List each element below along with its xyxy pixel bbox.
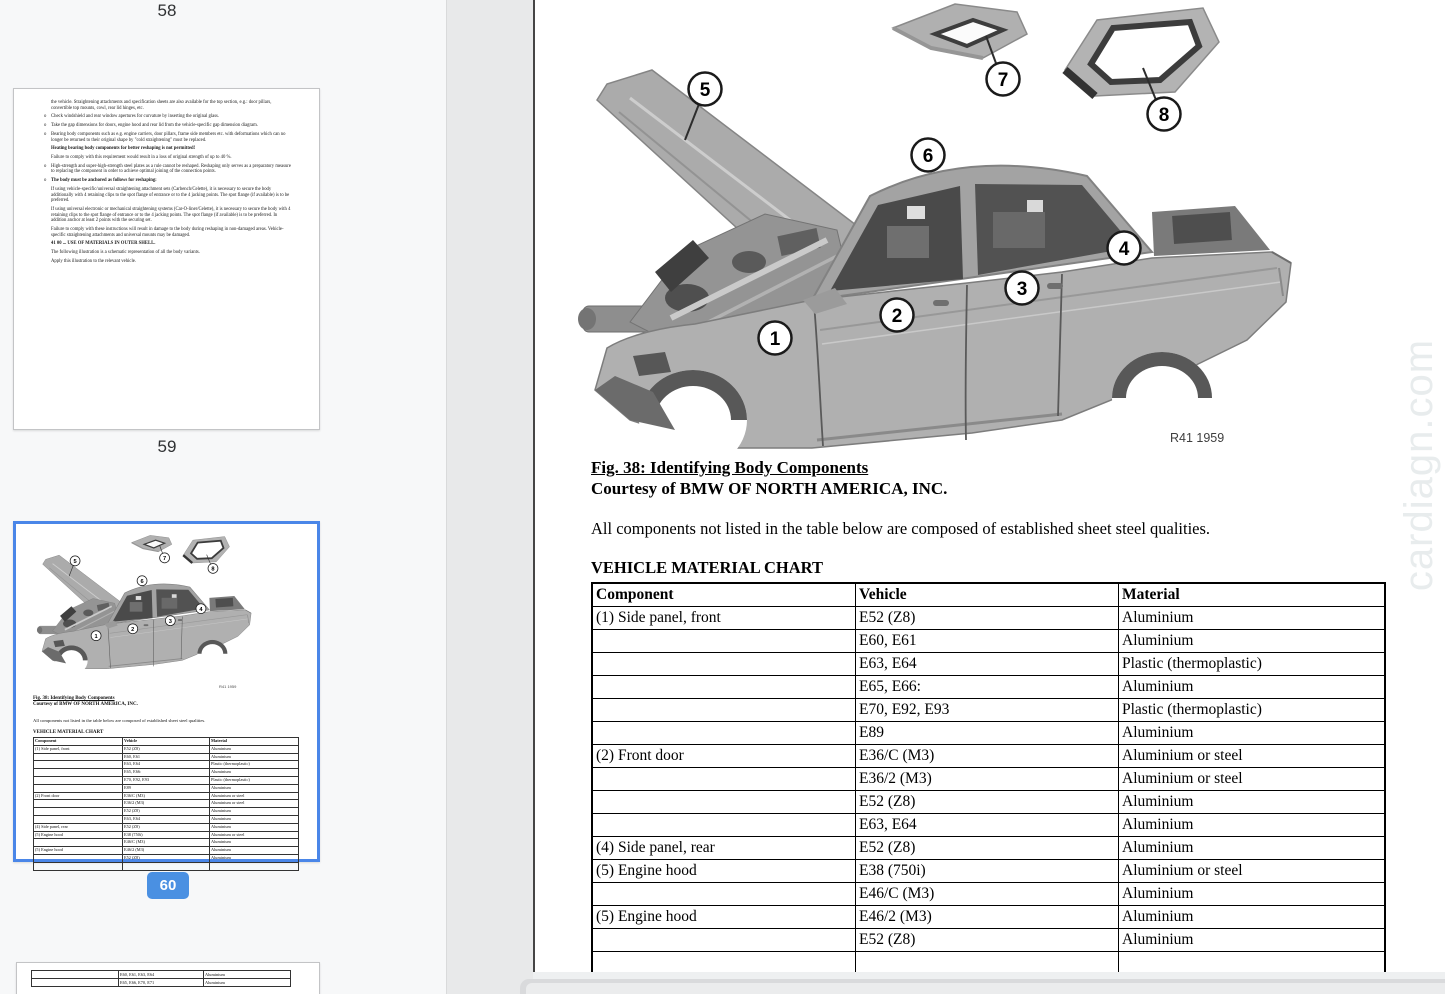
thumbnail-sidebar <box>0 0 447 994</box>
table-row <box>592 676 1385 699</box>
material-cell: Aluminium <box>1119 630 1386 653</box>
table-row <box>592 883 1385 906</box>
component-cell: (4) Side panel, rear <box>592 837 856 860</box>
thumbnail-page-59[interactable] <box>13 88 320 430</box>
vehicle-material-table <box>591 582 1386 974</box>
svg-text:7: 7 <box>997 70 1009 91</box>
table-row <box>592 929 1385 952</box>
thumbnail-paragraph: Failure to comply with these instructions will result in damage to the body during reshaping in non-damaged areas. Vehicle-specific straightening attachments and universal mounts may be damaged. <box>51 226 284 238</box>
thumbnail-table-row: (1) Side panel, front E52 (Z8) Aluminium <box>34 745 299 753</box>
vehicle-cell: E38 (750i) <box>856 860 1119 883</box>
material-cell: Aluminium <box>1119 722 1386 745</box>
table-row <box>592 814 1385 837</box>
thumbnail-59-text <box>44 100 292 268</box>
thumbnail-page-60-selected[interactable] <box>13 521 320 862</box>
vehicle-cell: E52 (Z8) <box>856 837 1119 860</box>
thumbnail-note: All components not listed in the table below are composed of established sheet steel qualities. <box>33 718 206 723</box>
table-header-row <box>592 583 1385 607</box>
component-cell <box>592 929 856 952</box>
vehicle-cell: E63, E64 <box>856 653 1119 676</box>
material-cell: Aluminium <box>1119 791 1386 814</box>
component-cell <box>592 814 856 837</box>
material-header: Material <box>1119 583 1386 607</box>
thumbnail-paragraph: o High-strength and super-high-strength steel plates as a rule cannot be reshaped. Reshaping only serves as a preparatory measure to replacing the component in order to achieve optimal joining of the connection points. <box>44 163 291 175</box>
vehicle-cell: E70, E92, E93 <box>856 699 1119 722</box>
table-row <box>592 745 1385 768</box>
thumbnail-table-row: (5) Engine hood E46/2 (M3) Aluminium <box>34 847 299 855</box>
component-cell <box>592 791 856 814</box>
thumbnail-table-row: E46/C (M3) Aluminium <box>34 839 299 847</box>
callout-7 <box>987 63 1020 96</box>
svg-text:6: 6 <box>922 146 934 167</box>
thumbnail-table-row: E65, E66: Aluminium <box>34 769 299 777</box>
component-cell: (1) Side panel, front <box>592 607 856 630</box>
svg-text:3: 3 <box>1016 279 1028 300</box>
table-row <box>592 906 1385 929</box>
material-cell: Aluminium <box>1119 883 1386 906</box>
thumbnail-paragraph: o The body must be anchored as follows for reshaping: <box>44 178 157 184</box>
viewer-gutter <box>447 0 533 994</box>
thumbnail-paragraph: Failure to comply with this requirement would result in a loss of original strength of up to 40 %. <box>51 155 232 161</box>
component-cell <box>592 883 856 906</box>
component-cell: (5) Engine hood <box>592 906 856 929</box>
thumbnail-table-row: (5) Engine hood E38 (750i) Aluminium or steel <box>34 831 299 839</box>
callout-8 <box>1148 98 1181 131</box>
vehicle-cell: E52 (Z8) <box>856 791 1119 814</box>
material-cell: Aluminium <box>1119 906 1386 929</box>
component-cell <box>592 952 856 975</box>
material-cell: Aluminium or steel <box>1119 860 1386 883</box>
horizontal-scrollbar[interactable] <box>520 979 1445 994</box>
component-cell <box>592 722 856 745</box>
table-row <box>592 860 1385 883</box>
thumbnail-paragraph: o Take the gap dimensions for doors, engine hood and rear lid from the vehicle-specific gap dimension diagram. <box>44 123 258 129</box>
table-row <box>592 699 1385 722</box>
material-cell <box>1119 952 1386 975</box>
watermark: cardiagn.com <box>1397 338 1441 592</box>
thumbnail-car-figure <box>24 534 298 671</box>
table-row <box>592 952 1385 975</box>
thumbnail-table-row: (2) Front door E36/C (M3) Aluminium or steel <box>34 792 299 800</box>
figure-caption-courtesy: Courtesy of BMW OF NORTH AMERICA, INC. <box>591 479 948 498</box>
table-row <box>592 653 1385 676</box>
scrollbar-thumb[interactable] <box>526 983 1445 994</box>
thumbnail-paragraph: Apply this illustration to the relevant vehicle. <box>51 258 137 264</box>
thumbnail-table-row <box>34 862 299 870</box>
material-cell: Aluminium or steel <box>1119 745 1386 768</box>
callout-6 <box>912 139 945 172</box>
thumbnail-table-row: E63, E64 Plastic (thermoplastic) <box>34 761 299 769</box>
thumbnail-paragraph: Heating bearing body components for better reshaping is not permitted! <box>51 146 196 152</box>
material-cell: Aluminium <box>1119 814 1386 837</box>
table-row <box>592 768 1385 791</box>
vehicle-cell: E65, E66: <box>856 676 1119 699</box>
thumbnail-table-title: VEHICLE MATERIAL CHART <box>33 730 104 735</box>
vehicle-cell: E52 (Z8) <box>856 929 1119 952</box>
callout-3 <box>1006 272 1039 305</box>
thumbnail-paragraph: o Check windshield and rear window apertures for curvature by inserting the original glass. <box>44 114 220 120</box>
thumbnail-table-row: E36/2 (M3) Aluminium or steel <box>34 800 299 808</box>
vehicle-cell <box>856 952 1119 975</box>
material-cell: Aluminium <box>1119 676 1386 699</box>
callout-1 <box>759 322 792 355</box>
svg-text:1: 1 <box>769 329 781 350</box>
page-58-label: 58 <box>157 1 177 20</box>
figure-caption <box>591 457 947 499</box>
component-cell <box>592 699 856 722</box>
thumbnail-table-row: E52 (Z8) Aluminium <box>34 854 299 862</box>
page-60-badge: 60 <box>147 872 189 899</box>
car-figure <box>535 0 1445 455</box>
material-cell: Plastic (thermoplastic) <box>1119 699 1386 722</box>
vehicle-cell: E89 <box>856 722 1119 745</box>
svg-text:8: 8 <box>1158 105 1170 126</box>
material-cell: Aluminium <box>1119 607 1386 630</box>
component-cell <box>592 768 856 791</box>
table-row <box>592 722 1385 745</box>
thumbnail-table-row: E63, E64 Aluminium <box>34 815 299 823</box>
thumbnail-table-row: E89 Aluminium <box>34 784 299 792</box>
document-page <box>533 0 1445 974</box>
thumbnail-table-row: (4) Side panel, rear E52 (Z8) Aluminium <box>34 823 299 831</box>
svg-text:5: 5 <box>699 80 711 101</box>
figure-ref-label: R41 1959 <box>1170 431 1225 445</box>
thumbnail-paragraph: 41 00 ... USE OF MATERIALS IN OUTER SHELL. <box>51 241 156 247</box>
thumbnail-material-table: Component Vehicle Material (1) Side panel, front E52 (Z8) Aluminium E60, E61 Aluminium E63, E64 Plastic (thermoplastic) E65, E66: Aluminium E70, E92, E93 Plastic (thermoplastic) E89 Aluminium (2) Front door E36/C (M3) Aluminium or steel E36/2 (M3) Aluminium or steel E52 (Z8) Aluminium E63, E64 Aluminium (4) Side panel, rear E52 (Z8) Aluminium (5) Engine hood E38 (750i) Aluminium or steel E46/C (M3) Aluminium (5) Engine hood E46/2 (M3) Aluminium E52 (Z8) Aluminium <box>33 737 299 871</box>
vehicle-header: Vehicle <box>856 583 1119 607</box>
thumbnail-page-61-partial[interactable] <box>16 962 320 994</box>
callout-4 <box>1108 232 1141 265</box>
thumbnail-paragraph: o Bearing body components such as e.g. engine carriers, door pillars, frame side members etc. with deformations which can no longer be returned to their original shape by "cold straightening" must be replaced. <box>44 131 286 143</box>
callout-2 <box>881 299 914 332</box>
material-cell: Plastic (thermoplastic) <box>1119 653 1386 676</box>
thumbnail-61-table <box>31 970 291 987</box>
table-row <box>592 791 1385 814</box>
figure-caption-title: Fig. 38: Identifying Body Components <box>591 458 869 477</box>
note-text: All components not listed in the table below are composed of established sheet steel qualities. <box>591 519 1211 538</box>
svg-text:4: 4 <box>1118 239 1130 260</box>
table-row <box>592 607 1385 630</box>
vehicle-cell: E60, E61 <box>856 630 1119 653</box>
thumbnail-table-row: E60, E61, E63, E64 Aluminium <box>32 971 291 979</box>
thumbnail-paragraph: the vehicle. Straightening attachments and specification sheets are also available for the top section, e.g.: door pillars, convertible top mounts, cowl, rear lid hinges, etc. <box>51 100 272 111</box>
vehicle-cell: E36/C (M3) <box>856 745 1119 768</box>
thumbnail-table-row: E70, E92, E93 Plastic (thermoplastic) <box>34 776 299 784</box>
component-cell: (2) Front door <box>592 745 856 768</box>
callout-5 <box>689 73 722 106</box>
thumbnail-table-row: E60, E61 Aluminium <box>34 753 299 761</box>
material-cell: Aluminium <box>1119 837 1386 860</box>
thumbnail-paragraph: The following illustration is a schematic representation of all the body variants. <box>51 250 200 256</box>
page-59-label: 59 <box>157 437 177 456</box>
vehicle-cell: E63, E64 <box>856 814 1119 837</box>
component-cell: (5) Engine hood <box>592 860 856 883</box>
thumbnail-ref-label: R41 1959 <box>219 684 237 689</box>
vehicle-cell: E36/2 (M3) <box>856 768 1119 791</box>
material-cell: Aluminium <box>1119 929 1386 952</box>
component-cell <box>592 676 856 699</box>
thumbnail-table-row: E52 (Z8) Aluminium <box>34 808 299 816</box>
thumbnail-paragraph: If using vehicle-specific/universal straightening attachment sets (Carbench/Celette), it is necessary to secure the body additionally with 4 retaining clips to the spot flange of entrance or to the 4 jacking points. The spot flange (if available) is to be preferred. <box>51 187 290 204</box>
vehicle-cell: E46/C (M3) <box>856 883 1119 906</box>
thumbnail-table-row: E65, E66, E70, E71 Aluminium <box>32 979 291 987</box>
table-row <box>592 837 1385 860</box>
component-header: Component <box>592 583 856 607</box>
thumbnail-caption: Fig. 38: Identifying Body Components Courtesy of BMW OF NORTH AMERICA, INC. <box>33 696 138 708</box>
component-cell <box>592 630 856 653</box>
material-cell: Aluminium or steel <box>1119 768 1386 791</box>
svg-text:2: 2 <box>891 306 903 327</box>
component-cell <box>592 653 856 676</box>
table-title: VEHICLE MATERIAL CHART <box>591 558 823 577</box>
thumbnail-paragraph: If using universal electronic or mechanical straightening systems (Car-O-liner/Celette), it is necessary to secure the body with 4 retaining clips to the spot flange of entrance or to the 4 jacking points. The spot flange (if available) is to be preferred. In addition anchor at least 2 points with the securing set. <box>51 207 291 224</box>
vehicle-cell: E52 (Z8) <box>856 607 1119 630</box>
table-row <box>592 630 1385 653</box>
vehicle-cell: E46/2 (M3) <box>856 906 1119 929</box>
